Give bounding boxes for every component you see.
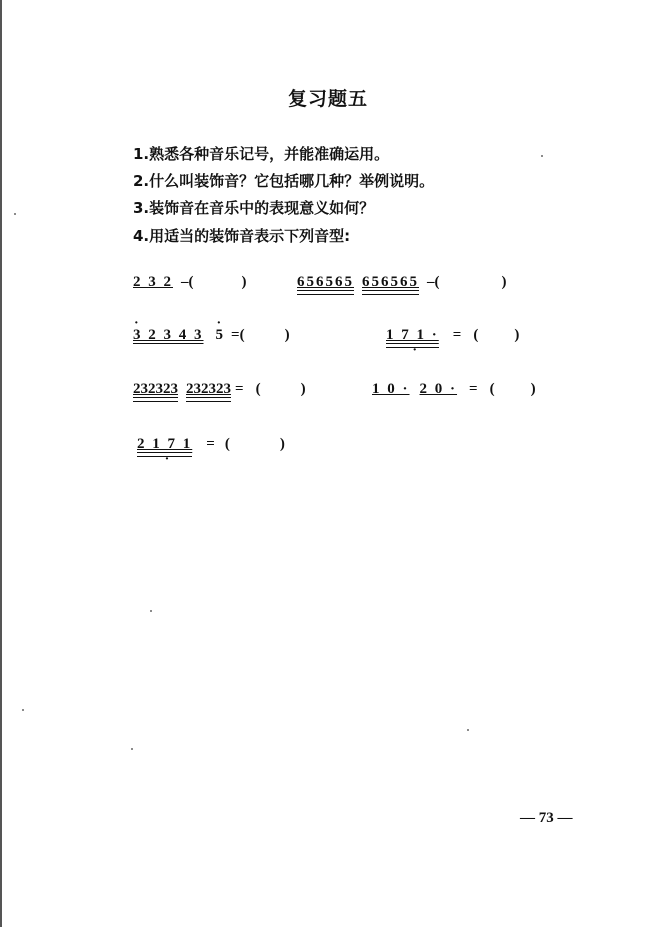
scan-speck (22, 709, 24, 711)
exercise-1-equals: – (181, 274, 189, 290)
exercise-1-notes: 2 3 2 (133, 274, 173, 290)
exercise-4-notes: 1 7 1 · · (386, 327, 439, 348)
exercise-4-answer-blank[interactable]: ( ) (473, 327, 520, 343)
scan-speck (131, 748, 133, 750)
question-1: 1.熟悉各种音乐记号，并能准确运用。 (133, 145, 390, 163)
exercise-3-equals: = (231, 327, 240, 343)
page-title: 复习题五 (287, 88, 368, 110)
question-2: 2.什么叫装饰音？它包括哪几种？举例说明。 (133, 172, 435, 190)
exercise-2-notes-2: 656565 (362, 274, 419, 295)
exercise-2-notes: 656565 (297, 274, 354, 295)
exercise-1 (133, 274, 247, 291)
exercise-6-answer-blank[interactable]: ( ) (489, 381, 536, 397)
exercise-6 (372, 381, 536, 398)
exercise-3-suffix: · 5 (216, 327, 224, 344)
exercise-7-notes: 2 1 7 1 · (137, 436, 192, 457)
exercise-6-notes-2: 2 0 · (419, 381, 458, 397)
exercise-4 (386, 327, 519, 348)
exercise-2-answer-blank[interactable]: ( ) (434, 274, 507, 290)
exercise-3-answer-blank[interactable]: ( ) (239, 327, 290, 343)
exercise-7-answer-blank[interactable]: ( ) (224, 436, 285, 452)
exercise-5-answer-blank[interactable]: ( ) (255, 381, 306, 397)
scan-speck (14, 213, 16, 215)
exercise-6-notes: 1 0 · (372, 381, 410, 397)
exercise-3-notes: · 3 2 3 4 3 (133, 327, 204, 344)
exercise-1-answer-blank[interactable]: ( ) (188, 274, 247, 290)
exercise-5 (133, 381, 306, 402)
exercise-5-notes-2: 232323 (186, 381, 231, 402)
exercise-2 (297, 274, 507, 295)
scan-speck (467, 729, 469, 731)
question-4: 4.用适当的装饰音表示下列音型: (133, 227, 351, 245)
exercise-4-equals: = (452, 327, 462, 343)
exercise-5-notes: 232323 (133, 381, 178, 402)
question-3: 3.装饰音在音乐中的表现意义如何？ (133, 199, 375, 217)
exercise-7-equals: = (206, 436, 215, 452)
scan-speck (150, 610, 152, 612)
exercise-5-equals: = (235, 381, 244, 397)
scan-speck (541, 155, 543, 157)
exercise-2-equals: – (427, 274, 435, 290)
exercise-7 (137, 436, 285, 457)
exercise-3 (133, 327, 290, 344)
page-number: — 73 — (520, 810, 573, 826)
exercise-6-equals: = (469, 381, 478, 397)
page-left-edge (0, 0, 2, 927)
